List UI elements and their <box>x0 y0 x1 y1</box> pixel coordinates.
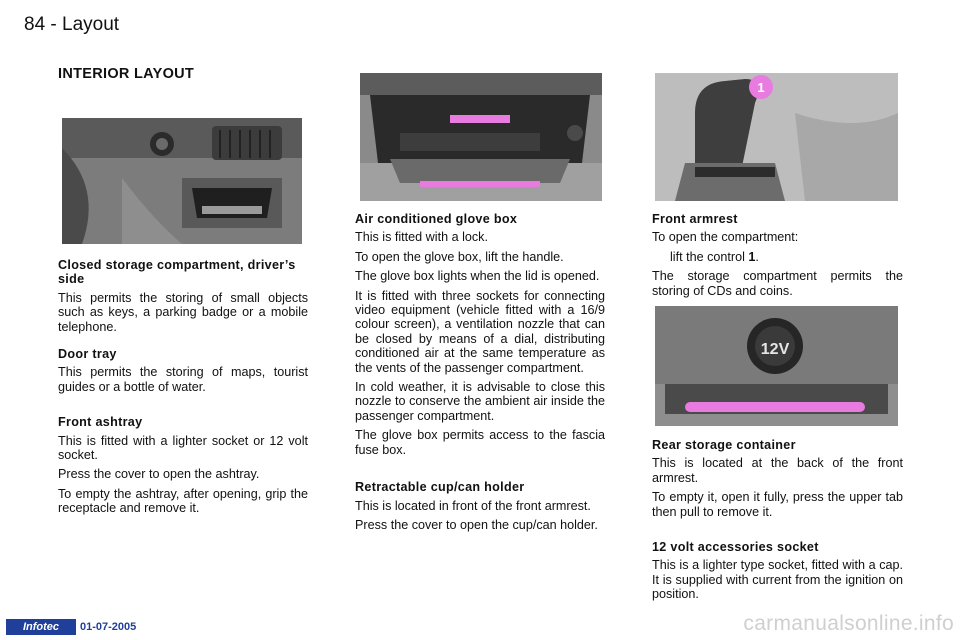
glove-box-text-3: The glove box lights when the lid is opened. <box>355 269 600 284</box>
glove-box-text-2: To open the glove box, lift the handle. <box>355 249 564 264</box>
front-ashtray-title: Front ashtray <box>58 415 143 430</box>
header-separator: - <box>50 14 57 35</box>
front-armrest-bullet <box>652 250 903 264</box>
front-ashtray-text-3: To empty the ashtray, after opening, grip the receptacle and remove it. <box>58 486 308 516</box>
cup-holder-title: Retractable cup/can holder <box>355 480 525 495</box>
page-number: 84 <box>24 14 46 35</box>
column-2 <box>355 212 605 537</box>
column-1 <box>58 258 308 521</box>
rear-storage-text-1: This is located at the back of the front armrest. <box>652 456 903 485</box>
socket-12v-title: 12 volt accessories socket <box>652 540 819 555</box>
front-armrest-control-ref: 1 <box>748 249 756 264</box>
armrest-control-label: 1 <box>757 80 765 95</box>
glove-box-text-5: In cold weather, it is advisable to close this nozzle to conserve the ambient air inside the passenger compartment. <box>355 380 605 423</box>
front-ashtray-text-1: This is fitted with a lighter socket or 12 volt socket. <box>58 433 308 463</box>
watermark: carmanualsonline.info <box>743 612 954 635</box>
front-armrest-title: Front armrest <box>652 212 738 226</box>
chapter-title: Layout <box>62 14 120 35</box>
driver-storage-photo <box>62 118 302 244</box>
front-armrest-bullet-text: lift the control <box>670 249 749 264</box>
front-ashtray-text-2: Press the cover to open the ashtray. <box>58 467 260 482</box>
cup-holder-text-2: Press the cover to open the cup/can holder. <box>355 517 598 532</box>
door-tray-title: Door tray <box>58 347 117 362</box>
section-title: INTERIOR LAYOUT <box>58 66 195 82</box>
front-armrest-bullet-end: . <box>755 249 759 264</box>
page-header <box>24 14 119 36</box>
column-3-top <box>652 212 903 303</box>
infotec-logo: Infotec <box>6 619 76 635</box>
front-armrest-text-1: To open the compartment: <box>652 230 799 245</box>
footer-date: 01-07-2005 <box>80 621 137 633</box>
glove-box-text-1: This is fitted with a lock. <box>355 230 488 245</box>
glove-box-text-4: It is fitted with three sockets for connecting video equipment (vehicle fitted with a 16/9 colour screen), a ventilation nozzle that can be closed by means of a dial, distributing conditioned air at the same temperature as the vents of the passenger compartment. <box>355 288 605 375</box>
glove-box-photo <box>360 73 602 201</box>
rear-storage-photo <box>655 306 898 426</box>
closed-storage-title: Closed storage compartment, driver’s side <box>58 258 296 287</box>
rear-storage-text-2: To empty it, open it fully, press the upper tab then pull to remove it. <box>652 490 903 519</box>
armrest-photo <box>655 73 898 201</box>
closed-storage-text: This permits the storing of small objects such as keys, a parking badge or a mobile telephone. <box>58 290 308 334</box>
cup-holder-text-1: This is located in front of the front armrest. <box>355 498 591 513</box>
glove-box-title: Air conditioned glove box <box>355 212 518 226</box>
glove-box-text-6: The glove box permits access to the fascia fuse box. <box>355 428 605 457</box>
front-armrest-text-2: The storage compartment permits the storing of CDs and coins. <box>652 269 903 298</box>
door-tray-text: This permits the storing of maps, tourist guides or a bottle of water. <box>58 365 308 394</box>
column-3-bottom <box>652 438 903 607</box>
socket-label: 12V <box>760 341 790 358</box>
socket-12v-text: This is a lighter type socket, fitted with a cap. It is supplied with current from the ignition on position. <box>652 558 903 602</box>
rear-storage-title: Rear storage container <box>652 438 796 452</box>
